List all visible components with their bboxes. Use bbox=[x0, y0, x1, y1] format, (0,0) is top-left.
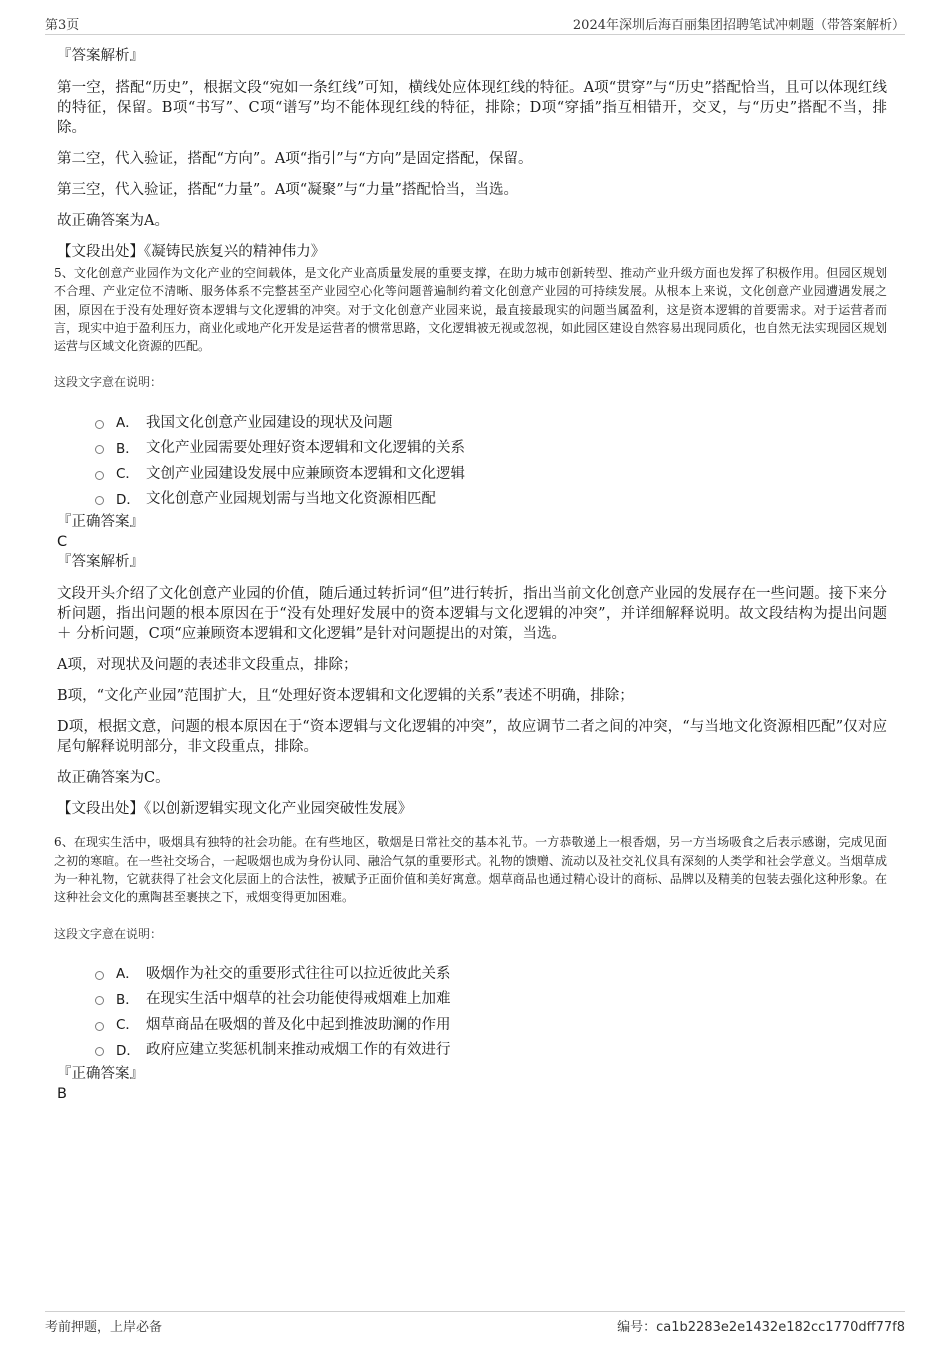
option-letter: A． bbox=[116, 966, 139, 983]
code-label: 编号： bbox=[617, 1320, 657, 1335]
analysis-paragraph: 第一空，搭配“历史”，根据文段“宛如一条红线”可知，横线处应体现红线的特征。A项“贯穿”与“历史”搭配恰当，且可以体现红线的特征，保留。B项“书写”、C项“谱写”均不能体现红线的特征，排除；D项“穿插”指互相错开，交叉，与“历史”搭配不当，排除。 bbox=[57, 80, 887, 136]
option-letter: A． bbox=[116, 415, 139, 432]
correct-answer-heading: 『正确答案』 bbox=[57, 1065, 144, 1082]
analysis-paragraph: B项，“文化产业园”范围扩大，且“处理好资本逻辑和文化逻辑的关系”表述不明确，排除； bbox=[57, 688, 634, 705]
option-letter: C． bbox=[116, 466, 139, 483]
question-6-prompt: 这段文字意在说明： bbox=[54, 926, 163, 941]
code-value: ca1b2283e2e1432e182cc1770dff77f8 bbox=[656, 1320, 905, 1335]
question-5-options bbox=[95, 408, 887, 510]
radio-icon[interactable] bbox=[95, 445, 104, 454]
question-5-text: 5、文化创意产业园作为文化产业的空间载体，是文化产业高质量发展的重要支撑，在助力城市创新转型、推动产业升级方面也发挥了积极作用。但园区规划不合理、产业定位不清晰、服务体系不完整甚至产业园空心化等问题普遍制约着文化创意产业园的可持续发展。从根本上来说，文化创意产业园遭遇发展之困，原因在于没有处理好资本逻辑与文化逻辑的冲突。对于文化创意产业园来说，最直接最现实的问题当属盈利，这是资本逻辑的首要需求。对于运营者而言，现实中迫于盈利压力，商业化或地产化开发是运营者的惯常思路，文化逻辑被无视或忽视，如此园区建设自然容易出现同质化，也自然无法实现园区规划运营与区域文化资源的匹配。 bbox=[54, 266, 887, 354]
question-5-prompt: 这段文字意在说明： bbox=[54, 375, 163, 390]
page-content bbox=[54, 46, 887, 1104]
document-title: 2024年深圳后海百丽集团招聘笔试冲刺题（带答案解析） bbox=[572, 18, 905, 33]
option-letter: B． bbox=[116, 991, 139, 1008]
option-c[interactable] bbox=[95, 1011, 887, 1037]
option-letter: B． bbox=[116, 440, 139, 457]
option-c[interactable] bbox=[95, 459, 887, 485]
page-number: 第3页 bbox=[45, 18, 80, 33]
passage-source: 【文段出处】《以创新逻辑实现文化产业园突破性发展》 bbox=[57, 801, 413, 818]
analysis-conclusion: 故正确答案为A。 bbox=[57, 213, 169, 229]
option-d[interactable] bbox=[95, 1036, 887, 1062]
correct-answer: C bbox=[57, 534, 68, 551]
option-text: 在现实生活中烟草的社会功能使得戒烟难上加难 bbox=[146, 991, 451, 1008]
correct-answer: B bbox=[57, 1085, 67, 1102]
radio-icon[interactable] bbox=[95, 496, 104, 505]
option-text: 我国文化创意产业园建设的现状及问题 bbox=[146, 414, 393, 431]
option-letter: D． bbox=[116, 491, 140, 508]
option-a[interactable] bbox=[95, 960, 887, 986]
page-header bbox=[45, 12, 905, 35]
analysis-paragraph: 文段开头介绍了文化创意产业园的价值，随后通过转折词“但”进行转折，指出当前文化创意产业园的发展存在一些问题。接下来分析问题，指出问题的根本原因在于“没有处理好发展中的资本逻辑与文化逻辑的冲突”，并详细解释说明。故文段结构为提出问题 ＋ 分析问题，C项“应兼顾资本逻辑和文化逻辑”是针对问题提出的对策，当选。 bbox=[57, 586, 887, 643]
radio-icon[interactable] bbox=[95, 971, 104, 980]
option-d[interactable] bbox=[95, 485, 887, 511]
analysis-conclusion: 故正确答案为C。 bbox=[57, 770, 170, 787]
radio-icon[interactable] bbox=[95, 996, 104, 1005]
analysis-heading: 『答案解析』 bbox=[57, 48, 144, 64]
option-text: 文化创意产业园规划需与当地文化资源相匹配 bbox=[146, 491, 436, 508]
correct-answer-heading: 『正确答案』 bbox=[57, 514, 144, 531]
option-b[interactable] bbox=[95, 985, 887, 1011]
radio-icon[interactable] bbox=[95, 1047, 104, 1056]
question-6-options bbox=[95, 960, 887, 1062]
passage-source: 【文段出处】《凝铸民族复兴的精神伟力》 bbox=[57, 244, 326, 260]
option-letter: D． bbox=[116, 1042, 140, 1059]
option-text: 烟草商品在吸烟的普及化中起到推波助澜的作用 bbox=[146, 1016, 451, 1033]
option-text: 文创产业园建设发展中应兼顾资本逻辑和文化逻辑 bbox=[146, 465, 465, 482]
analysis-paragraph: D项，根据文意，问题的根本原因在于“资本逻辑与文化逻辑的冲突”，故应调节二者之间的冲突，“与当地文化资源相匹配”仅对应尾句解释说明部分，非文段重点，排除。 bbox=[57, 719, 887, 756]
option-letter: C． bbox=[116, 1017, 139, 1034]
radio-icon[interactable] bbox=[95, 1022, 104, 1031]
option-text: 政府应建立奖惩机制来推动戒烟工作的有效进行 bbox=[146, 1042, 451, 1059]
question-6-text: 6、在现实生活中，吸烟具有独特的社会功能。在有些地区，敬烟是日常社交的基本礼节。一方恭敬递上一根香烟，另一方当场吸食之后表示感谢，完成见面之初的寒暄。在一些社交场合，一起吸烟也成为身份认同、融洽气氛的重要形式。礼物的馈赠、流动以及社交礼仪具有深刻的人类学和社会学意义。当烟草成为一种礼物，它就获得了社会文化层面上的合法性，被赋予正面价值和美好寓意。烟草商品也通过精心设计的商标、品牌以及精美的包装去强化这种形象。在这种社会文化的熏陶甚至裹挟之下，戒烟变得更加困难。 bbox=[54, 835, 887, 905]
option-a[interactable] bbox=[95, 408, 887, 434]
option-b[interactable] bbox=[95, 434, 887, 460]
analysis-paragraph: 第二空，代入验证，搭配“方向”。A项“指引”与“方向”是固定搭配，保留。 bbox=[57, 151, 533, 167]
footer-slogan: 考前押题，上岸必备 bbox=[45, 1320, 163, 1335]
page-footer bbox=[45, 1311, 905, 1336]
analysis-paragraph: 第三空，代入验证，搭配“力量”。A项“凝聚”与“力量”搭配恰当，当选。 bbox=[57, 182, 518, 198]
option-text: 文化产业园需要处理好资本逻辑和文化逻辑的关系 bbox=[146, 440, 465, 457]
document-code bbox=[617, 1316, 905, 1335]
option-text: 吸烟作为社交的重要形式往往可以拉近彼此关系 bbox=[146, 965, 451, 982]
radio-icon[interactable] bbox=[95, 471, 104, 480]
analysis-heading: 『答案解析』 bbox=[57, 554, 144, 571]
analysis-paragraph: A项，对现状及问题的表述非文段重点，排除； bbox=[57, 657, 358, 674]
radio-icon[interactable] bbox=[95, 420, 104, 429]
